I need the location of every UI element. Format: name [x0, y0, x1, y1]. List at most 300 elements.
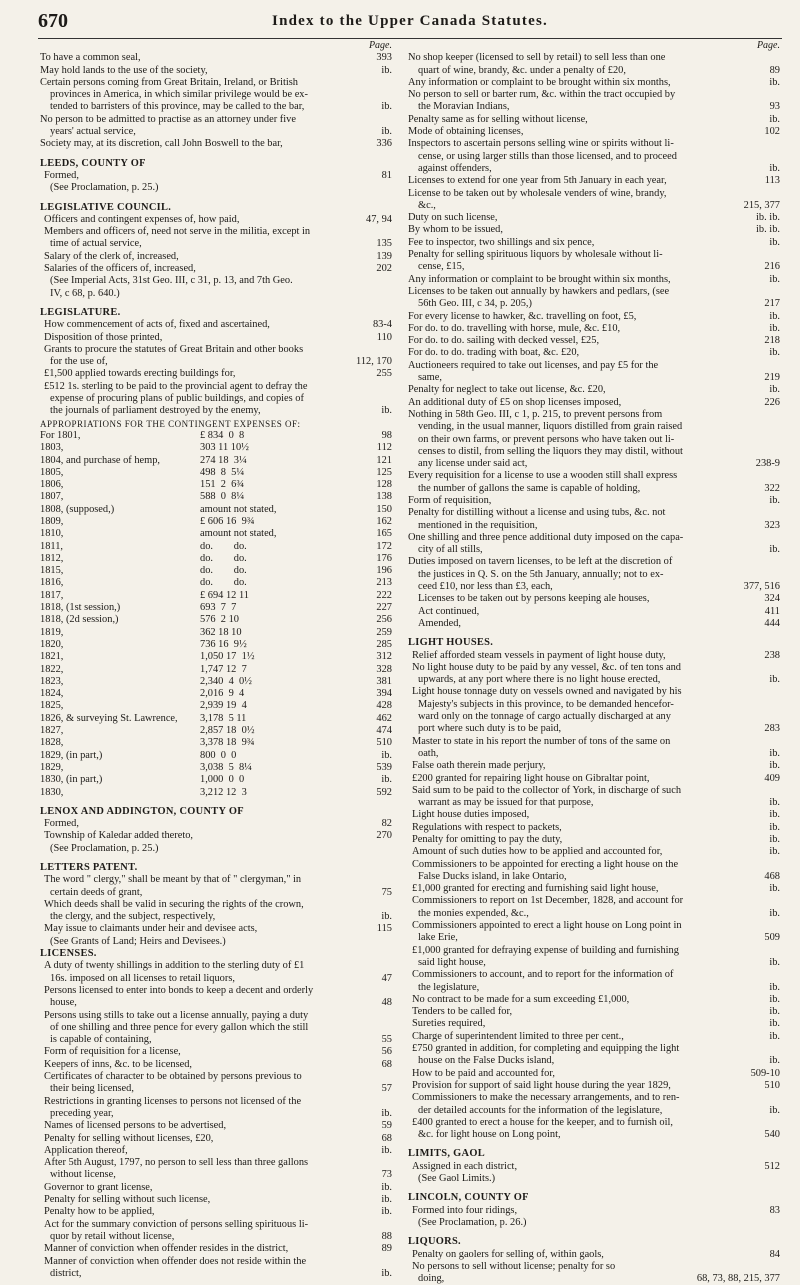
index-entry — [40, 52, 392, 64]
entry-text: on their own farms, or prevent persons who have taken out li- — [418, 433, 675, 445]
entry-text: Penalty for selling spirituous liquors by wholesale without li- — [408, 249, 663, 261]
index-entry — [40, 126, 392, 138]
appropriation-amount: 1,747 12 7 — [200, 663, 247, 675]
page-reference: 411 — [762, 606, 780, 618]
index-entry — [408, 470, 780, 482]
page-reference: 393 — [373, 52, 392, 64]
index-entry — [40, 319, 392, 331]
appropriation-row — [40, 565, 392, 577]
appropriation-amount: 800 0 0 — [200, 749, 237, 761]
index-heading — [40, 948, 392, 960]
page-reference: ib. — [766, 982, 780, 994]
index-entry — [408, 699, 780, 711]
index-entry — [40, 263, 392, 275]
entry-text: &c. for light house on Long point, — [418, 1129, 561, 1141]
entry-text: Form of requisition for a license, — [44, 1046, 181, 1058]
entry-text: Nothing in 58th Geo. III, c 1, p. 215, to prevent persons from — [408, 408, 663, 420]
index-entry — [40, 77, 392, 89]
index-entry — [408, 686, 780, 698]
entry-text: the number of gallons the same is capable of holding, — [418, 482, 641, 494]
entry-text: Said sum to be paid to the collector of York, in discharge of such — [412, 784, 682, 796]
entry-text: After 5th August, 1797, no person to sell less than three gallons — [44, 1157, 309, 1169]
page-reference: 238-9 — [753, 458, 780, 470]
appropriation-amount: 2,939 19 4 — [200, 700, 247, 712]
index-entry — [40, 911, 392, 923]
entry-text: Duty on such license, — [408, 212, 498, 224]
entry-text: against offenders, — [418, 162, 492, 174]
page-reference: ib. — [378, 1182, 392, 1194]
page-reference: 219 — [761, 372, 780, 384]
appropriation-amount: 2,857 18 0½ — [200, 725, 255, 737]
index-entry — [40, 997, 392, 1009]
appropriation-year: 1817, — [40, 589, 64, 601]
page-reference: 377, 516 — [741, 581, 780, 593]
entry-text: tended to barristers of this province, may be called to the bar, — [50, 101, 305, 113]
index-entry — [408, 126, 780, 138]
index-entry — [408, 52, 780, 64]
page-reference: 47 — [379, 973, 392, 985]
page-reference: 394 — [373, 688, 392, 700]
entry-text: (See Gaol Limits.) — [418, 1173, 496, 1185]
page-reference: 540 — [761, 1129, 780, 1141]
page-reference: ib. — [378, 1268, 392, 1280]
page-reference: ib. — [766, 1055, 780, 1067]
page-reference: 172 — [373, 541, 392, 553]
index-entry — [408, 606, 780, 618]
index-entry — [408, 138, 780, 150]
index-entry — [408, 920, 780, 932]
index-entry — [40, 1046, 392, 1058]
page-reference: ib. — [766, 544, 780, 556]
page-reference: 196 — [373, 565, 392, 577]
index-entry — [408, 883, 780, 895]
page-reference: 121 — [373, 455, 392, 467]
index-entry — [408, 397, 780, 409]
appropriation-amount: 2,340 4 0½ — [200, 675, 252, 687]
index-entry — [408, 175, 780, 187]
left-column — [40, 40, 392, 1280]
appropriation-year: 1811, — [40, 540, 63, 552]
page-reference: ib. — [766, 1006, 780, 1018]
page-reference: 81 — [379, 170, 392, 182]
entry-text: No persons to sell without license; penalty for so — [412, 1260, 616, 1272]
index-entry — [408, 335, 780, 347]
index-entry — [408, 932, 780, 944]
entry-text: LIGHT HOUSES. — [408, 637, 494, 649]
index-entry — [40, 114, 392, 126]
appropriation-row — [40, 774, 392, 786]
entry-text: quart of wine, brandy, &c. under a penalty of £20, — [418, 64, 626, 76]
appropriation-year: 1812, — [40, 552, 64, 564]
entry-text: May issue to claimants under heir and devisee acts, — [44, 923, 258, 935]
page-reference: 83 — [767, 1205, 780, 1217]
entry-text: Regulations with respect to packets, — [412, 821, 562, 833]
entry-text: Sureties required, — [412, 1018, 486, 1030]
entry-text: the legislature, — [418, 981, 480, 993]
page-reference: 47, 94 — [363, 214, 392, 226]
index-entry — [40, 138, 392, 150]
index-entry — [40, 182, 392, 194]
page-reference: 73 — [379, 1169, 392, 1181]
appropriation-row — [40, 491, 392, 503]
entry-text: quor by retail without license, — [50, 1230, 175, 1242]
entry-text: One shilling and three pence additional duty imposed on the capa- — [408, 531, 684, 543]
page-reference: 48 — [379, 997, 392, 1009]
index-entry — [408, 1217, 780, 1229]
appropriation-row — [40, 553, 392, 565]
appropriation-year: 1807, — [40, 491, 64, 503]
page-reference: 112, 170 — [353, 356, 392, 368]
entry-text: No person to be admitted to practise as an attorney under five — [40, 113, 296, 125]
page-reference: 324 — [761, 593, 780, 605]
index-entry — [408, 1043, 780, 1055]
entry-text: said light house, — [418, 956, 486, 968]
index-entry — [40, 1133, 392, 1145]
entry-text: Amended, — [418, 617, 461, 629]
index-entry — [408, 569, 780, 581]
index-entry — [40, 288, 392, 300]
appropriation-row — [40, 590, 392, 602]
entry-text: Persons using stills to take out a license annually, paying a duty — [44, 1009, 309, 1021]
entry-text: LICENSES. — [40, 948, 97, 960]
entry-text: Manner of conviction when offender does not reside within the — [44, 1255, 307, 1267]
entry-text: the Moravian Indians, — [418, 101, 510, 113]
entry-text: Inspectors to ascertain persons selling wine or spirits without li- — [408, 138, 674, 150]
index-entry — [408, 556, 780, 568]
page-reference: 88 — [379, 1231, 392, 1243]
index-heading — [408, 1148, 780, 1160]
appropriation-year: 1826, & surveying St. Lawrence, — [40, 712, 178, 724]
index-entry — [408, 662, 780, 674]
entry-text: Relief afforded steam vessels in payment of light house duty, — [412, 649, 666, 661]
appropriation-year: 1808, (supposed,) — [40, 503, 115, 515]
page-number: 670 — [38, 10, 68, 32]
index-entry — [40, 1194, 392, 1206]
entry-text: By whom to be issued, — [408, 224, 503, 236]
page-reference: ib. — [766, 274, 780, 286]
appropriation-year: 1827, — [40, 725, 64, 737]
page-reference: 322 — [761, 483, 780, 495]
appropriation-year: 1830, — [40, 786, 64, 798]
index-entry — [40, 985, 392, 997]
index-entry — [408, 859, 780, 871]
entry-text: No contract to be made for a sum exceeding £1,000, — [412, 993, 630, 1005]
entry-text: 16s. imposed on all licenses to retail liquors, — [50, 972, 235, 984]
entry-text: (See Imperial Acts, 31st Geo. III, c 31, p. 13, and 7th Geo. — [50, 275, 293, 287]
appropriation-row — [40, 664, 392, 676]
page-reference: 213 — [373, 577, 392, 589]
entry-text: Society may, at its discretion, call John Boswell to the bar, — [40, 138, 283, 150]
entry-text: Licenses to extend for one year from 5th January in each year, — [408, 175, 667, 187]
entry-text: the journals of parliament destroyed by the enemy, — [50, 405, 261, 417]
page-reference: 428 — [373, 700, 392, 712]
entry-text: LENOX AND ADDINGTON, COUNTY OF — [40, 805, 244, 817]
spacer — [40, 300, 392, 307]
entry-text: Any information or complaint to be brought within six months, — [408, 273, 671, 285]
index-entry — [408, 846, 780, 858]
page-reference: 150 — [373, 504, 392, 516]
appropriation-row — [40, 676, 392, 688]
entry-text: £200 granted for repairing light house on Gibraltar point, — [412, 772, 650, 784]
appropriation-row — [40, 528, 392, 540]
index-entry — [408, 723, 780, 735]
index-entry — [408, 674, 780, 686]
page-reference: 222 — [373, 590, 392, 602]
index-entry — [408, 1080, 780, 1092]
entry-text: Penalty for neglect to take out license, &c. £20, — [408, 384, 606, 396]
page-reference: ib. — [766, 1031, 780, 1043]
entry-text: is capable of containing, — [50, 1034, 152, 1046]
entry-text: Governor to grant license, — [44, 1181, 153, 1193]
appropriation-year: 1819, — [40, 626, 64, 638]
appropriation-row — [40, 627, 392, 639]
index-entry — [408, 323, 780, 335]
entry-text: Master to state in his report the number of tons of the same on — [412, 735, 671, 747]
page-reference: ib. — [378, 1194, 392, 1206]
index-entry — [408, 458, 780, 470]
appropriation-row — [40, 516, 392, 528]
entry-text: cense, £15, — [418, 261, 465, 273]
index-entry — [40, 973, 392, 985]
index-entry — [408, 650, 780, 662]
index-entry — [408, 483, 780, 495]
page-reference: 381 — [373, 676, 392, 688]
index-entry — [40, 1219, 392, 1231]
index-entry — [40, 101, 392, 113]
index-heading — [40, 862, 392, 874]
appropriation-row — [40, 737, 392, 749]
index-entry — [40, 356, 392, 368]
spacer — [408, 630, 780, 637]
page-reference: 93 — [767, 101, 780, 113]
index-entry — [408, 212, 780, 224]
page-reference: 57 — [379, 1083, 392, 1095]
page-title: Index to the Upper Canada Statutes. — [272, 13, 548, 29]
appropriation-row — [40, 455, 392, 467]
index-entry — [40, 89, 392, 101]
entry-text: oath, — [418, 747, 439, 759]
index-entry — [408, 1161, 780, 1173]
appropriation-year: 1818, (2d session,) — [40, 614, 119, 626]
index-entry — [408, 544, 780, 556]
page-reference: ib. — [378, 126, 392, 138]
entry-text: Mode of obtaining licenses, — [408, 126, 524, 138]
appropriation-amount: do. do. — [200, 565, 247, 577]
index-entry — [40, 238, 392, 250]
page-reference: 285 — [373, 639, 392, 651]
entry-text: Act for the summary conviction of persons selling spirituous li- — [44, 1218, 309, 1230]
index-entry — [40, 1096, 392, 1108]
appropriation-year: 1821, — [40, 651, 64, 663]
index-entry — [40, 1243, 392, 1255]
entry-text: (See Proclamation, p. 25.) — [50, 842, 159, 854]
appropriation-year: 1806, — [40, 479, 64, 491]
index-heading — [40, 806, 392, 818]
appropriation-year: 1823, — [40, 675, 64, 687]
entry-text: Certain persons coming from Great Britain, Ireland, or British — [40, 76, 298, 88]
page-reference: ib. — [766, 760, 780, 772]
index-entry — [40, 275, 392, 287]
page-reference: 255 — [373, 368, 392, 380]
entry-text: certain deeds of grant, — [50, 886, 143, 898]
entry-text: £400 granted to erect a house for the keeper, and to furnish oil, — [412, 1116, 673, 1128]
entry-text: Penalty for omitting to pay the duty, — [412, 834, 563, 845]
index-entry — [408, 1055, 780, 1067]
entry-text: district, — [50, 1267, 82, 1279]
entry-text: Commissioners to report on 1st December, 1828, and account for — [412, 895, 684, 907]
appropriation-year: 1803, — [40, 442, 64, 454]
entry-text: upwards, at any port where there is no light house erected, — [418, 674, 661, 686]
entry-text: £1,500 applied towards erecting buildings for, — [44, 368, 236, 380]
entry-text: Licenses to be taken out by persons keeping ale houses, — [418, 593, 650, 605]
index-entry — [408, 89, 780, 101]
page-reference: ib. — [378, 65, 392, 77]
entry-text: LIQUORS. — [408, 1236, 461, 1248]
index-entry — [408, 982, 780, 994]
page-reference: 162 — [373, 516, 392, 528]
index-entry — [408, 1129, 780, 1141]
entry-text: warrant as may be issued for that purpose, — [418, 797, 594, 809]
entry-text: Assigned in each district, — [412, 1160, 518, 1172]
index-entry — [408, 797, 780, 809]
entry-text: Names of licensed persons to be advertised, — [44, 1120, 227, 1132]
entry-text: No person to sell or barter rum, &c. within the tract occupied by — [408, 89, 676, 101]
entry-text: Members and officers of, need not serve in the militia, except in — [44, 226, 311, 238]
appropriation-row — [40, 713, 392, 725]
page-reference: ib. — [766, 883, 780, 895]
appropriation-row — [40, 651, 392, 663]
page-reference: 215, 377 — [741, 200, 780, 212]
index-entry — [408, 908, 780, 920]
page-reference: 283 — [761, 723, 780, 735]
index-entry — [40, 65, 392, 77]
appropriation-amount: 2,016 9 4 — [200, 688, 245, 700]
entry-text: the monies expended, &c., — [418, 907, 529, 919]
entry-text: Penalty for distilling without a license and using tubs, &c. not — [408, 507, 666, 519]
page-reference: 592 — [373, 787, 392, 799]
entry-text: £1,000 granted for defraying expense of building and furnishing — [412, 944, 679, 956]
entry-text: Penalty for selling without licenses, £20, — [44, 1132, 214, 1144]
entry-text: Penalty how to be applied, — [44, 1206, 155, 1218]
index-entry — [408, 188, 780, 200]
appropriation-row — [40, 762, 392, 774]
entry-text: £750 granted in addition, for completing and equipping the light — [412, 1043, 680, 1055]
index-entry — [408, 581, 780, 593]
page-reference: ib. — [766, 495, 780, 507]
entry-text: Manner of conviction when offender resides in the district, — [44, 1243, 289, 1255]
entry-text: Amount of such duties how to be applied and accounted for, — [412, 846, 663, 858]
page-reference: 226 — [761, 397, 780, 409]
entry-text: IV, c 68, p. 640.) — [50, 287, 120, 299]
index-entry — [408, 618, 780, 630]
index-entry — [408, 736, 780, 748]
index-entry — [408, 1205, 780, 1217]
spacer — [408, 1141, 780, 1148]
page-reference: 98 — [379, 430, 392, 442]
page-reference: ib. — [378, 774, 392, 786]
appropriation-amount: do. do. — [200, 540, 247, 552]
appropriation-row — [40, 750, 392, 762]
appropriation-year: 1820, — [40, 638, 64, 650]
appropriation-row — [40, 442, 392, 454]
appropriation-row — [40, 577, 392, 589]
index-entry — [40, 344, 392, 356]
page-reference: ib. — [378, 1108, 392, 1120]
appropriation-year: 1810, — [40, 528, 64, 540]
index-entry — [408, 200, 780, 212]
page-reference: 110 — [374, 332, 392, 344]
appropriation-row — [40, 430, 392, 442]
entry-text: No shop keeper (licensed to sell by retail) to sell less than one — [408, 52, 666, 64]
appropriation-amount: 576 2 10 — [200, 614, 239, 626]
index-entry — [40, 40, 392, 52]
entry-text: Page. — [368, 40, 392, 51]
index-heading — [40, 158, 392, 170]
index-entry — [408, 237, 780, 249]
index-entry — [408, 286, 780, 298]
index-entry — [40, 887, 392, 899]
index-entry — [40, 1169, 392, 1181]
appropriation-amount: 274 18 3¼ — [200, 454, 247, 466]
index-heading — [408, 1236, 780, 1248]
spacer — [40, 151, 392, 158]
page-reference: ib. — [766, 347, 780, 359]
page-reference: ib. — [766, 674, 780, 686]
appropriation-year: 1824, — [40, 688, 64, 700]
appropriation-row — [40, 614, 392, 626]
index-entry — [408, 495, 780, 507]
page-reference: 84 — [767, 1249, 780, 1261]
appropriation-year: 1805, — [40, 466, 64, 478]
page-reference: ib. — [766, 323, 780, 335]
entry-text: 56th Geo. III, c 34, p. 205,) — [418, 298, 532, 310]
index-entry — [408, 1068, 780, 1080]
index-heading — [408, 1192, 780, 1204]
page-reference: ib. — [766, 908, 780, 920]
index-entry — [408, 360, 780, 372]
entry-text: Provision for support of said light house during the year 1829, — [412, 1079, 671, 1091]
appropriation-year: For 1801, — [40, 429, 81, 441]
index-entry — [40, 818, 392, 830]
index-entry — [40, 368, 392, 380]
entry-text: Tenders to be called for, — [412, 1006, 513, 1018]
entry-text: vending, in the usual manner, liquors distilled from grain raised — [418, 421, 683, 433]
appropriation-amount: 303 11 10½ — [200, 442, 249, 454]
entry-text: Commissioners to make the necessary arrangements, and to ren- — [412, 1092, 680, 1104]
index-entry — [40, 1083, 392, 1095]
entry-text: Commissioners appointed to erect a light house on Long point in — [412, 920, 682, 932]
page-reference: ib. — [766, 163, 780, 175]
entry-text: Salaries of the officers of, increased, — [44, 263, 196, 275]
page-reference: 128 — [373, 479, 392, 491]
index-entry — [40, 1071, 392, 1083]
entry-text: License to be taken out by wholesale venders of wine, brandy, — [408, 187, 667, 199]
entry-text: For do. to do. sailing with decked vessel, £25, — [408, 335, 600, 347]
page-reference: ib. — [766, 1105, 780, 1117]
page-reference: ib. — [378, 405, 392, 417]
index-entry — [408, 409, 780, 421]
index-heading — [40, 307, 392, 319]
spacer — [40, 195, 392, 202]
appropriation-row — [40, 504, 392, 516]
appropriation-amount: 3,378 18 9¾ — [200, 737, 255, 749]
index-entry — [40, 923, 392, 935]
entry-text: the clergy, and the subject, respectively, — [50, 911, 216, 923]
index-entry — [408, 101, 780, 113]
entry-text: £1,000 granted for erecting and furnishing said light house, — [412, 883, 659, 895]
page-reference: 202 — [373, 263, 392, 275]
entry-text: preceding year, — [50, 1107, 114, 1119]
